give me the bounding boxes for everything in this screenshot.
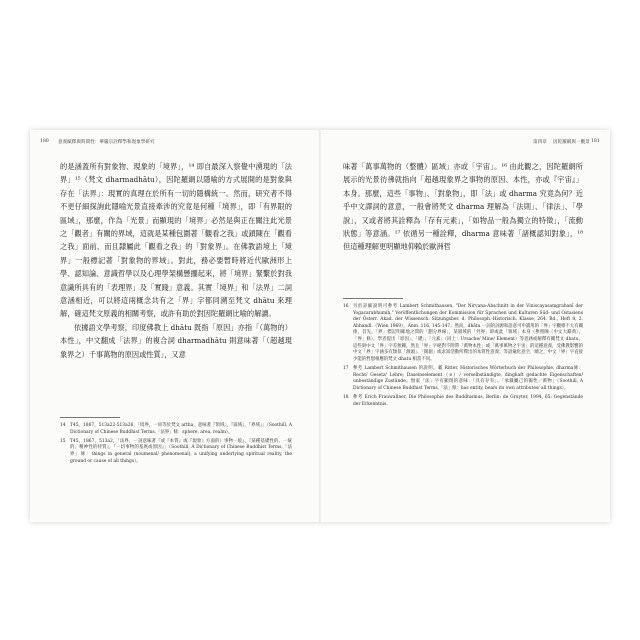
main-text [343, 160, 583, 254]
footnote [343, 366, 583, 392]
footnote [60, 423, 292, 436]
footnote-text: 參考 Lambert Schmithausen 的說明。載 Ritter, Historisches Wörterbuch der Philosophie, dharma條：Recht/ Gesetz/ Lehre; Daseinselement（e）/ verselbständigte, dinghaft gedachte Eigenschaften/ unbeständige Zustände。無家「法」字有顯現的意味：「具有存有」、「承載屬己的獨性／萬物」（Soothill, A Dictionary of Chinese Buddhist Terms,「法」條：has entity, bears its own attributes/ all things）。 [353, 365, 583, 391]
left-page [30, 130, 319, 522]
paragraph: 的是涵蓋所有對象物、現象的「境界」，¹⁴ 即自最深入察覺中湧現的「法界」¹⁵（梵文 dharmadhātu），因陀羅網以隱喻的方式展開的是對象與存在「法界」：現實的真理在於所有一切的隱構統一。然而，研究者不得不更仔細探詢此隱喻光景直接牽涉的究竟是何種「境界」，即「有界限的區域」，那麼，作為「光景」而顯現的「境界」必然是與正在關注此光景之「觀者」有關的界域，這就是某種包圍著「觀看之我」或鎖陳在「觀看之我」面前、而且隸屬此「觀看之我」的「對象界」。在佛教語境上「境界」一般標記著「對象物的界域」。對此，務必要暫時將近代歐洲形上學、認知論、意識哲學以及心理學架構懸擱起來，將「境界」緊繫於對我意識所具有的「表理界」及「實踐」意義。其實「境界」和「法界」二詞意涵相近，可以將這兩概念共有之「界」字都同溯至梵文 dhātu 來理解，確這梵文原義的相關考察，或許有助於對因陀羅網比喻的解讀。 [60, 162, 292, 319]
footnote-number: 16 [343, 304, 349, 309]
footnote [343, 395, 583, 408]
footnote-text: T45，1867，513a2，「法界，一詞意味著『或『本質』或『現象』方面的）事物一般』，『某種基礎性的、一統的、精神性的特質』，『一切事物的基底或原因』」（Soothill, A Dictionary of Chinese Buddhist Terms,「法界」條：things in general (noumenal/ phenomenal), a unifying underlying spiritual reality, the ground or cause of all things）。 [70, 438, 292, 464]
footnote-text: T45，1867，513a22-513a26，「境界，一同等於梵文 artha，意味著『領域』，『區域』，『界域』」（Soothill, A Dictionary of Chinese Buddhist Terms,「法界」條：sphere, area, realm）。 [70, 423, 292, 435]
chapter-label: 第四章 [533, 140, 547, 145]
footnote-text: 另於詳細說明可參考 Lambert Schmithausen, "Der Nirvana-Abschnitt in der Viniscayasamgrahanī der Yogacarabhumiḥ," Veröffentlichungen der Kommission für Sprachen und Kulturen Süd- und Ostasiens der Österr. Akad. der Wissensch. Sitzungsber. d. Philosoph.-Historisch. Klasse, 264. Bd., Heft 8, 2. Abhandl.（Wien 1969），Anm. 116, 145-147。然而，dhātu 一詞的詞源和語意可申讀用的「界」字觀相不大有關係，首先，「界」標記明確地之間的「劃分界線」，某層域的「外界」即或此「領域」本身（參照陳〈中文大辭典〉，「界」條）。學者提出「原因」、「礎」、「元素」（同上：Ursache/ Mine/ Element）等意涵或解釋有關梵文 dhatu，這些與中文「界」字差無關，然且「界」字絕對不附帶「萬物本性」或「萬事萬物之宇宙」的這種意義，受佛教影響的中文「界」字涵多有類似「源頭」、「開創」或求知活動所釋出的本質性意義；等語彙化意空，總之，中文「界」字直接少能的哲想相應的梵文 dhatu 相當不同。 [353, 304, 583, 362]
page-number: 181 [591, 139, 600, 144]
section-label: 因陀羅網與一觀景 [553, 140, 590, 145]
footnote-number: 18 [343, 394, 349, 400]
right-page [321, 130, 610, 522]
footnote-number: 14 [60, 423, 66, 428]
footnote [343, 304, 583, 363]
footnote-number: 15 [60, 438, 66, 444]
main-text [60, 160, 292, 361]
page-number: 180 [40, 139, 49, 144]
footnote-text: 參考 Erich Frauwallner, Die Philosophie des Buddhismus, Berlin: de Gruyter, 1994, 65: Gegenstände der Erkenntnis. [353, 394, 583, 407]
footnote [60, 439, 292, 465]
running-head-title: 意義賦釋與時間性：華嚴宗詮釋學和現象學研究 [58, 140, 155, 145]
paragraph: 味著「萬事萬物的（整體）區域」亦或「宇宙」。¹⁶ 由此觀之，因陀羅網所展示的光景彷彿就指向「超越現象界之事物的原因、本性，亦或『宇宙』」本身。那麼，這些「事物」、「對象物」，即「法」或 dharma 究竟為何？近乎中文譯詞的意意，一般會將梵文 dharma 理解為「法則」、「律法」、「學說」，又或者將其詮釋為「存有元素」，「如物品一般為獨立的特徵」，「流動狀態」等意涵。¹⁷ 依循另一種詮釋，dharma 意味著「諸概認知對象」，¹⁸ 但這種理解更明顯地仰賴於歐洲哲 [343, 162, 583, 252]
paragraph: 依據語文學考察，印度佛教上 dhātu 既指「原因」亦指「（萬物的）本性」，中文翻成「法界」的複合詞 dharmadhātu 則意味著「（超越現象界之）千事萬物的原因或性質」，又意 [60, 322, 292, 359]
footnote-rule [60, 417, 120, 418]
footnote-rule [343, 298, 403, 299]
book-spread [30, 130, 610, 522]
footnotes [343, 304, 583, 411]
footnotes [60, 423, 292, 468]
footnote-number: 17 [343, 365, 349, 371]
